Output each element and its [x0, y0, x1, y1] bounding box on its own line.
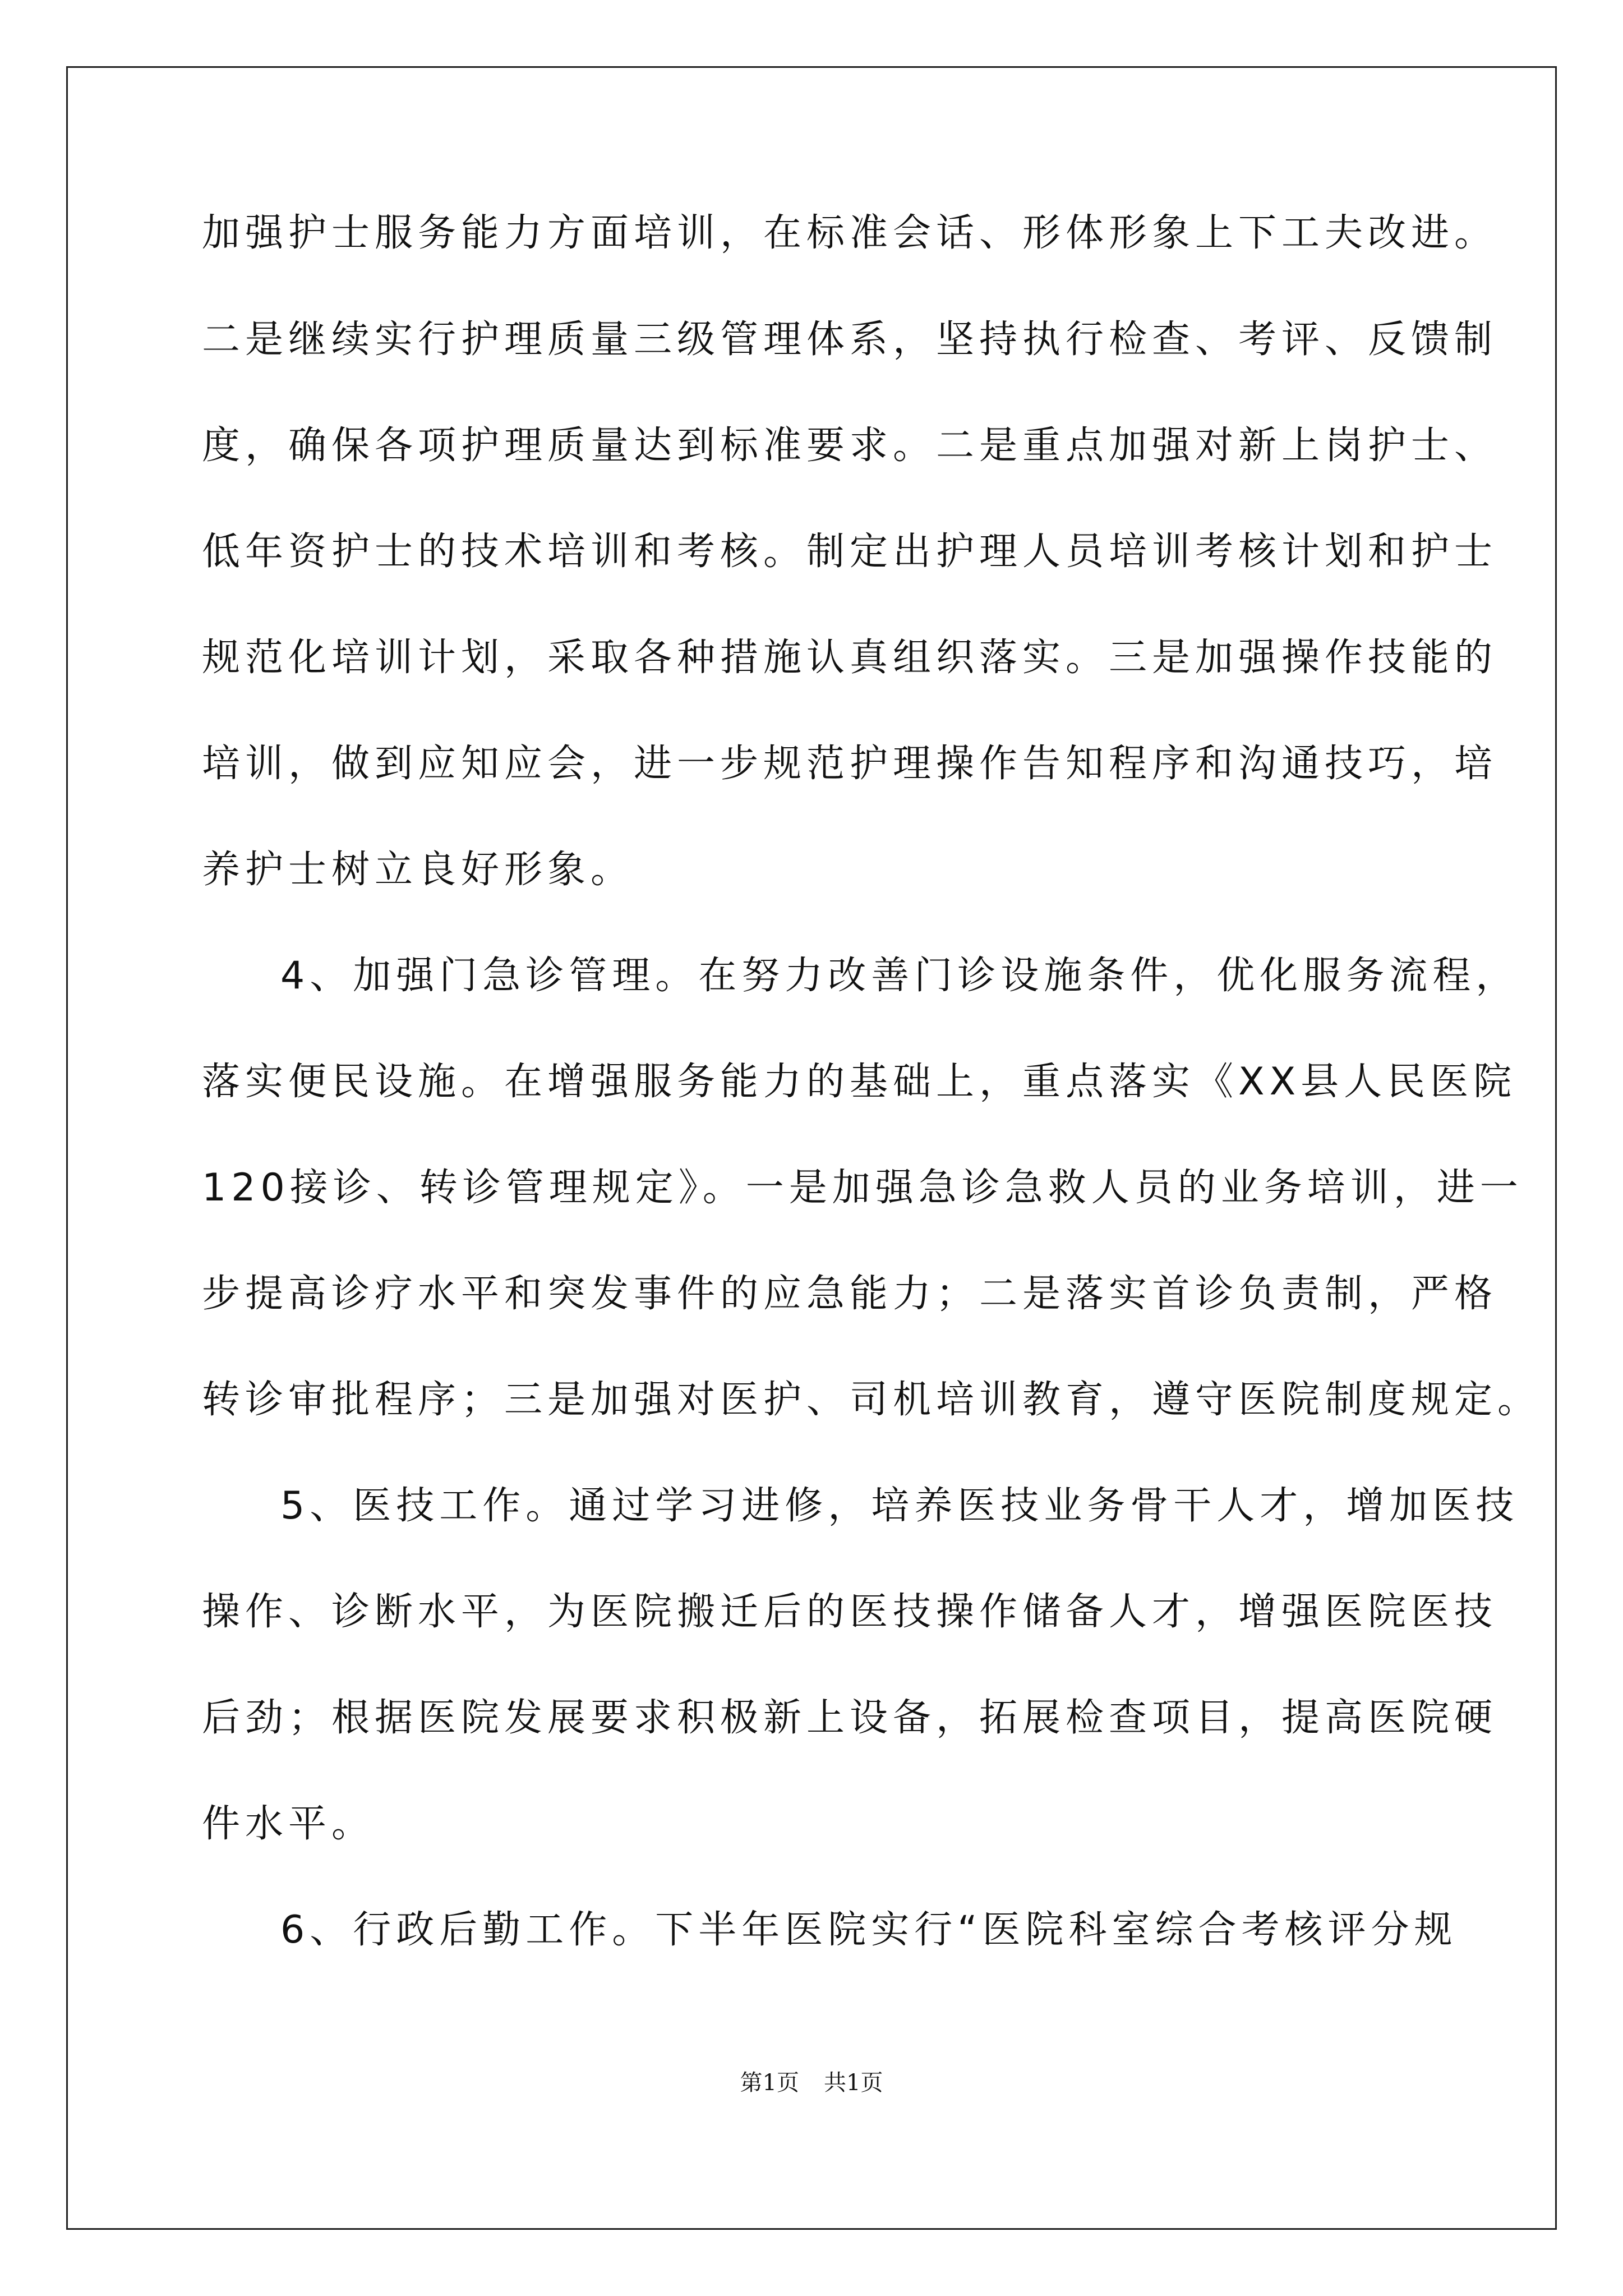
- body-line: 度，确保各项护理质量达到标准要求。二是重点加强对新上岗护士、: [202, 424, 1498, 468]
- body-line: 操作、诊断水平，为医院搬迁后的医技操作储备人才，增强医院医技: [202, 1590, 1498, 1634]
- body-line: 低年资护士的技术培训和考核。制定出护理人员培训考核计划和护士: [202, 530, 1498, 574]
- body-line: 转诊审批程序；三是加强对医护、司机培训教育，遵守医院制度规定。: [202, 1378, 1541, 1422]
- page-border: [66, 66, 1557, 2230]
- page-total: 共1页: [824, 2070, 883, 2096]
- paragraph-4-start: 4、加强门急诊管理。在努力改善门诊设施条件，优化服务流程，: [280, 954, 1519, 998]
- body-line: 后劲；根据医院发展要求积极新上设备，拓展检查项目，提高医院硬: [202, 1696, 1498, 1740]
- body-line: 件水平。: [202, 1802, 375, 1846]
- body-line: 二是继续实行护理质量三级管理体系，坚持执行检查、考评、反馈制: [202, 318, 1498, 362]
- body-line: 步提高诊疗水平和突发事件的应急能力；二是落实首诊负责制，严格: [202, 1272, 1498, 1316]
- paragraph-6-start: 6、行政后勤工作。下半年医院实行“医院科室综合考核评分规: [280, 1908, 1458, 1952]
- body-line: 加强护士服务能力方面培训，在标准会话、形体形象上下工夫改进。: [202, 211, 1498, 255]
- paragraph-5-start: 5、医技工作。通过学习进修，培养医技业务骨干人才，增加医技: [280, 1484, 1519, 1528]
- body-line: 规范化培训计划，采取各种措施认真组织落实。三是加强操作技能的: [202, 636, 1498, 680]
- page-number: 第1页: [740, 2070, 799, 2096]
- body-line: 落实便民设施。在增强服务能力的基础上，重点落实《XX县人民医院: [202, 1060, 1517, 1104]
- body-line: 培训，做到应知应会，进一步规范护理操作告知程序和沟通技巧，培: [202, 742, 1498, 786]
- body-line: 120接诊、转诊管理规定》。一是加强急诊急救人员的业务培训，进一: [202, 1166, 1523, 1210]
- body-line: 养护士树立良好形象。: [202, 848, 634, 892]
- page-footer: [0, 2069, 1623, 2097]
